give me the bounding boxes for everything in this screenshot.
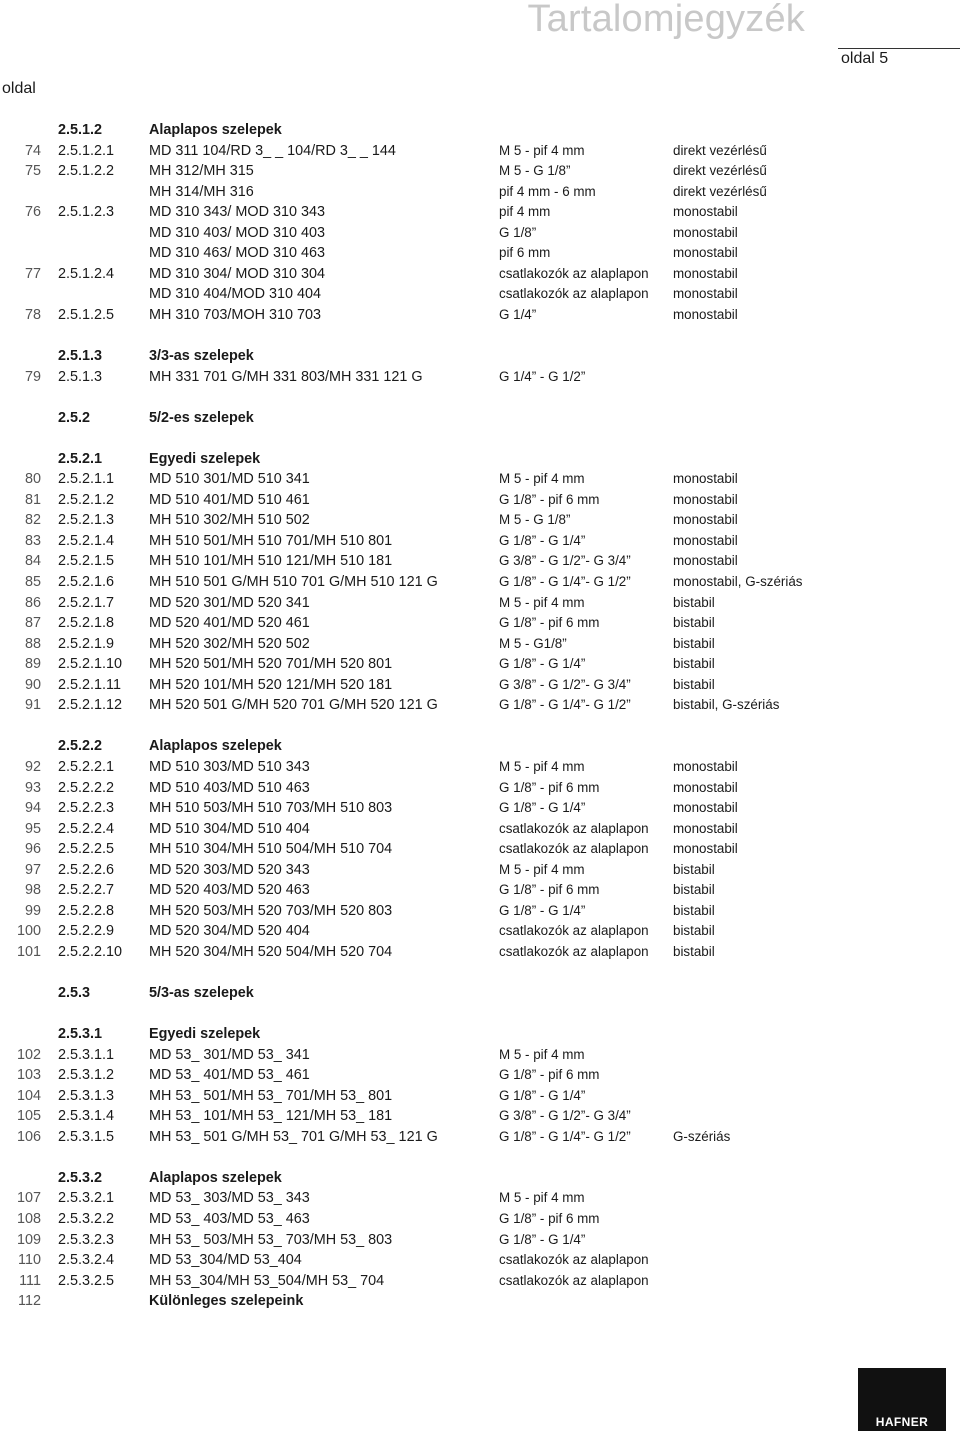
toc-type: monostabil: [673, 245, 738, 261]
toc-section-heading: [0, 408, 960, 429]
toc-description: MD 53_304/MD 53_404: [149, 1252, 302, 1269]
toc-type: monostabil: [673, 306, 738, 322]
toc-entry: [0, 161, 960, 182]
toc-page-number: 91: [24, 697, 41, 714]
toc-section-number: 2.5.1.3: [58, 368, 103, 385]
toc-entry: [0, 1230, 960, 1251]
toc-section-number: 2.5.1.2: [58, 122, 103, 138]
toc-description: MH 314/MH 316: [149, 183, 254, 200]
toc-description: MD 510 401/MD 510 461: [149, 491, 310, 508]
toc-type: bistabil: [673, 861, 715, 877]
toc-connection: M 5 - G 1/8”: [499, 512, 571, 528]
toc-section-number: 2.5.1.2.5: [58, 306, 115, 323]
toc-connection: M 5 - G 1/8”: [499, 163, 571, 179]
toc-type: bistabil: [673, 923, 715, 939]
toc-section-number: 2.5.2.2.7: [58, 882, 115, 899]
toc-entry: [0, 367, 960, 388]
toc-section-number: 2.5.2.2.4: [58, 820, 115, 837]
toc-section-heading: [0, 120, 960, 141]
toc-description: MD 53_ 303/MD 53_ 343: [149, 1190, 310, 1207]
toc-connection: G 1/8” - pif 6 mm: [499, 615, 600, 631]
toc-section-number: 2.5.2.1.9: [58, 635, 115, 652]
toc-page-number: 83: [24, 532, 41, 549]
toc-type: direkt vezérlésű: [673, 163, 767, 179]
toc-section-number: 2.5.2.2: [58, 738, 103, 755]
toc-page-number: 102: [16, 1046, 41, 1063]
toc-connection: G 3/8” - G 1/2”- G 3/4”: [499, 553, 631, 569]
toc-page-number: 85: [24, 574, 41, 591]
toc-connection: G 1/4” - G 1/2”: [499, 368, 586, 384]
toc-entry: [0, 593, 960, 614]
toc-description: MD 53_ 301/MD 53_ 341: [149, 1046, 310, 1063]
toc-description: MH 510 501 G/MH 510 701 G/MH 510 121 G: [149, 574, 438, 591]
toc-section-number: 2.5.2.1.7: [58, 594, 115, 611]
toc-connection: G 1/8” - G 1/4”- G 1/2”: [499, 697, 631, 713]
toc-entry: [0, 531, 960, 552]
toc-section-number: 2.5.2.1.10: [58, 656, 123, 673]
toc-page-number: 87: [24, 615, 41, 632]
toc-type: monostabil: [673, 471, 738, 487]
toc-connection: M 5 - pif 4 mm: [499, 594, 585, 610]
header-rule: [838, 48, 960, 49]
toc-type: monostabil: [673, 204, 738, 220]
toc-section-number: 2.5.3.1: [58, 1026, 103, 1043]
toc-entry: [0, 654, 960, 675]
toc-description: MH 310 703/MOH 310 703: [149, 306, 321, 323]
toc-connection: G 3/8” - G 1/2”- G 3/4”: [499, 1108, 631, 1124]
toc-description: MD 311 104/RD 3_ _ 104/RD 3_ _ 144: [149, 142, 396, 159]
toc-page-number: 109: [16, 1231, 41, 1248]
toc-connection: G 1/8” - pif 6 mm: [499, 1067, 600, 1083]
toc-description: MD 310 404/MOD 310 404: [149, 286, 321, 303]
toc-entry: [0, 264, 960, 285]
toc-entry: [0, 1106, 960, 1127]
toc-connection: G 1/8” - G 1/4”: [499, 532, 586, 548]
toc-section-number: 2.5.2.2.1: [58, 758, 115, 775]
toc-page-number: 98: [24, 882, 41, 899]
toc-entry: [0, 921, 960, 942]
toc-section-number: 2.5.2.1.6: [58, 574, 115, 591]
toc-connection: pif 4 mm: [499, 204, 551, 220]
toc-page-number: 111: [19, 1272, 41, 1289]
toc-connection: pif 4 mm - 6 mm: [499, 183, 596, 199]
toc-description: Különleges szelepeink: [149, 1293, 304, 1310]
toc-section-number: 2.5.2.1.3: [58, 512, 115, 529]
toc-type: monostabil: [673, 286, 738, 302]
toc-description: Egyedi szelepek: [149, 450, 261, 467]
toc-connection: M 5 - pif 4 mm: [499, 861, 585, 877]
toc-page-number: 90: [24, 676, 41, 693]
toc-connection: G 1/8” - G 1/4”: [499, 656, 586, 672]
toc-description: MD 520 304/MD 520 404: [149, 923, 310, 940]
toc-page-number: 82: [24, 512, 41, 529]
toc-section-number: 2.5.2.1.5: [58, 553, 115, 570]
hafner-logo: [858, 1368, 946, 1431]
toc-connection: G 1/8” - pif 6 mm: [499, 491, 600, 507]
toc-connection: csatlakozók az alaplapon: [499, 1272, 649, 1288]
toc-description: Alaplapos szelepek: [149, 1169, 282, 1186]
toc-page-number: 99: [24, 902, 41, 919]
toc-page-number: 107: [16, 1190, 41, 1207]
toc-description: MD 53_ 401/MD 53_ 461: [149, 1067, 310, 1084]
toc-type: bistabil: [673, 635, 715, 651]
toc-page-number: 93: [24, 779, 41, 796]
toc-entry: [0, 551, 960, 572]
toc-section-number: 2.5.2.2.2: [58, 779, 115, 796]
toc-type: G-szériás: [673, 1128, 731, 1144]
toc-description: MH 53_ 101/MH 53_ 121/MH 53_ 181: [149, 1108, 393, 1125]
toc-section-number: 2.5.1.2.1: [58, 142, 115, 159]
toc-entry: [0, 1271, 960, 1292]
toc-section-number: 2.5.2.1.11: [58, 676, 121, 693]
toc-entry: [0, 1209, 960, 1230]
toc-section-number: 2.5.1.2.2: [58, 163, 115, 180]
toc-type: monostabil: [673, 512, 738, 528]
toc-entry: [0, 839, 960, 860]
page-number-label: oldal 5: [841, 50, 889, 67]
toc-section-number: 2.5.3.2.1: [58, 1190, 115, 1207]
toc-type: monostabil: [673, 224, 738, 240]
toc-page-number: 84: [24, 553, 41, 570]
toc-connection: csatlakozók az alaplapon: [499, 286, 649, 302]
toc-entry: [0, 141, 960, 162]
toc-entry: [0, 202, 960, 223]
toc-spacer: [0, 325, 960, 346]
toc-description: 5/3-as szelepek: [149, 984, 254, 1001]
toc-entry: [0, 223, 960, 244]
toc-page-number: 89: [24, 656, 41, 673]
toc-description: MD 53_ 403/MD 53_ 463: [149, 1210, 310, 1227]
toc-description: MH 53_304/MH 53_504/MH 53_ 704: [149, 1272, 385, 1289]
toc-page-number: 110: [18, 1252, 41, 1269]
toc-description: MH 53_ 503/MH 53_ 703/MH 53_ 803: [149, 1231, 393, 1248]
toc-page-number: 80: [24, 471, 41, 488]
toc-spacer: [0, 716, 960, 737]
toc-page-number: 81: [24, 491, 41, 508]
toc-entry: [0, 243, 960, 264]
toc-page-number: 79: [24, 368, 41, 385]
toc-type: monostabil, G-szériás: [673, 574, 803, 590]
toc-section-number: 2.5.2.2.10: [58, 943, 123, 960]
toc-description: MH 520 503/MH 520 703/MH 520 803: [149, 902, 393, 919]
toc-entry: [0, 182, 960, 203]
toc-description: MH 520 101/MH 520 121/MH 520 181: [149, 676, 393, 693]
toc-section-heading: [0, 983, 960, 1004]
toc-page-number: 95: [24, 820, 41, 837]
toc-section-heading: [0, 1168, 960, 1189]
toc-connection: M 5 - pif 4 mm: [499, 1190, 585, 1206]
toc-entry: [0, 778, 960, 799]
toc-connection: M 5 - pif 4 mm: [499, 471, 585, 487]
logo-text: HAFNER: [875, 1415, 929, 1429]
toc-page-number: 100: [16, 923, 41, 940]
table-of-contents: [0, 120, 960, 1312]
toc-type: bistabil: [673, 656, 715, 672]
toc-section-number: 2.5.3.2.2: [58, 1210, 115, 1227]
toc-page-number: 76: [24, 204, 41, 221]
toc-type: monostabil: [673, 265, 738, 281]
toc-type: direkt vezérlésű: [673, 183, 767, 199]
toc-entry: [0, 1065, 960, 1086]
toc-section-heading: [0, 1024, 960, 1045]
toc-page-number: 101: [16, 943, 41, 960]
toc-type: monostabil: [673, 491, 738, 507]
toc-section-number: 2.5.3: [58, 984, 91, 1001]
toc-entry: [0, 1127, 960, 1148]
toc-connection: G 1/8” - G 1/4”: [499, 800, 586, 816]
toc-type: monostabil: [673, 841, 738, 857]
toc-description: MH 53_ 501 G/MH 53_ 701 G/MH 53_ 121 G: [149, 1128, 438, 1145]
toc-description: MH 312/MH 315: [149, 163, 254, 180]
toc-connection: csatlakozók az alaplapon: [499, 923, 649, 939]
toc-type: monostabil: [673, 553, 738, 569]
toc-entry: [0, 510, 960, 531]
toc-section-number: 2.5.1.2.4: [58, 265, 115, 282]
toc-entry: [0, 901, 960, 922]
toc-spacer: [0, 962, 960, 983]
toc-connection: pif 6 mm: [499, 245, 551, 261]
toc-description: MH 510 304/MH 510 504/MH 510 704: [149, 841, 393, 858]
toc-connection: G 3/8” - G 1/2”- G 3/4”: [499, 676, 631, 692]
toc-section-heading: [0, 736, 960, 757]
toc-description: MD 510 304/MD 510 404: [149, 820, 310, 837]
toc-section-number: 2.5.3.1.2: [58, 1067, 115, 1084]
page-column-label: oldal: [2, 80, 36, 97]
toc-section-number: 2.5.2.2.5: [58, 841, 115, 858]
toc-page-number: 97: [24, 861, 41, 878]
toc-connection: G 1/8” - G 1/4”: [499, 1231, 586, 1247]
toc-type: monostabil: [673, 758, 738, 774]
toc-type: bistabil: [673, 676, 715, 692]
toc-description: Egyedi szelepek: [149, 1026, 261, 1043]
toc-section-number: 2.5.2.2.3: [58, 800, 115, 817]
toc-section-number: 2.5.2.1.2: [58, 491, 115, 508]
toc-connection: csatlakozók az alaplapon: [499, 265, 649, 281]
toc-spacer: [0, 428, 960, 449]
toc-entry: [0, 1045, 960, 1066]
toc-page-number: 86: [24, 594, 41, 611]
toc-entry: [0, 1188, 960, 1209]
toc-section-heading: [0, 449, 960, 470]
toc-type: monostabil: [673, 779, 738, 795]
toc-section-number: 2.5.2.1.8: [58, 615, 115, 632]
toc-connection: M 5 - pif 4 mm: [499, 1046, 585, 1062]
toc-entry: [0, 695, 960, 716]
toc-connection: G 1/8” - pif 6 mm: [499, 882, 600, 898]
toc-connection: M 5 - pif 4 mm: [499, 758, 585, 774]
toc-description: MH 520 501/MH 520 701/MH 520 801: [149, 656, 393, 673]
toc-type: bistabil: [673, 882, 715, 898]
toc-entry: [0, 305, 960, 326]
toc-section-number: 2.5.3.1.5: [58, 1128, 115, 1145]
toc-type: bistabil: [673, 594, 715, 610]
toc-description: MH 510 503/MH 510 703/MH 510 803: [149, 800, 393, 817]
toc-description: MH 520 302/MH 520 502: [149, 635, 310, 652]
toc-type: monostabil: [673, 820, 738, 836]
toc-connection: M 5 - pif 4 mm: [499, 142, 585, 158]
toc-page-number: 105: [16, 1108, 41, 1125]
toc-description: MD 310 343/ MOD 310 343: [149, 204, 325, 221]
toc-page-number: 74: [24, 142, 41, 159]
toc-connection: G 1/8” - G 1/4”- G 1/2”: [499, 1128, 631, 1144]
toc-description: MD 310 304/ MOD 310 304: [149, 265, 325, 282]
toc-section-number: 2.5.3.2: [58, 1169, 103, 1186]
toc-section-number: 2.5.2.1: [58, 450, 103, 467]
toc-entry: [0, 284, 960, 305]
toc-page-number: 88: [24, 635, 41, 652]
toc-connection: G 1/8” - G 1/4”: [499, 902, 586, 918]
toc-entry: [0, 490, 960, 511]
toc-section-number: 2.5.2: [58, 409, 91, 426]
toc-section-number: 2.5.2.1.12: [58, 697, 123, 714]
toc-connection: M 5 - G1/8”: [499, 635, 567, 651]
toc-page-number: 106: [16, 1128, 41, 1145]
toc-entry: [0, 798, 960, 819]
toc-description: MD 510 303/MD 510 343: [149, 758, 310, 775]
toc-entry: [0, 634, 960, 655]
toc-section-number: 2.5.3.2.5: [58, 1272, 115, 1289]
toc-description: 5/2-es szelepek: [149, 409, 254, 426]
toc-section-number: 2.5.3.1.3: [58, 1087, 115, 1104]
toc-section-number: 2.5.2.2.8: [58, 902, 115, 919]
toc-description: MD 310 403/ MOD 310 403: [149, 224, 325, 241]
toc-description: MH 510 501/MH 510 701/MH 510 801: [149, 532, 393, 549]
toc-type: bistabil: [673, 902, 715, 918]
toc-entry: [0, 675, 960, 696]
toc-description: MD 520 401/MD 520 461: [149, 615, 310, 632]
toc-entry: [0, 1086, 960, 1107]
toc-description: MD 310 463/ MOD 310 463: [149, 245, 325, 262]
toc-type: direkt vezérlésű: [673, 142, 767, 158]
toc-section-number: 2.5.1.2.3: [58, 204, 115, 221]
toc-entry: [0, 469, 960, 490]
toc-section-number: 2.5.3.1.4: [58, 1108, 115, 1125]
toc-connection: G 1/8” - G 1/4”- G 1/2”: [499, 574, 631, 590]
toc-section-number: 2.5.3.2.3: [58, 1231, 115, 1248]
toc-section-number: 2.5.3.2.4: [58, 1252, 115, 1269]
toc-page-number: 108: [16, 1210, 41, 1227]
toc-entry: [0, 613, 960, 634]
toc-connection: csatlakozók az alaplapon: [499, 943, 649, 959]
toc-page-number: 103: [16, 1067, 41, 1084]
toc-section-number: 2.5.2.1.4: [58, 532, 115, 549]
toc-connection: G 1/4”: [499, 306, 537, 322]
toc-description: MH 331 701 G/MH 331 803/MH 331 121 G: [149, 368, 423, 385]
toc-description: MH 510 302/MH 510 502: [149, 512, 310, 529]
toc-entry: [0, 819, 960, 840]
page-title: Tartalomjegyzék: [527, 0, 805, 40]
toc-connection: csatlakozók az alaplapon: [499, 820, 649, 836]
toc-section-heading: [0, 1291, 960, 1312]
toc-page-number: 78: [24, 306, 41, 323]
toc-description: MD 510 301/MD 510 341: [149, 471, 310, 488]
toc-description: Alaplapos szelepek: [149, 738, 282, 755]
toc-spacer: [0, 1147, 960, 1168]
toc-section-number: 2.5.3.1.1: [58, 1046, 115, 1063]
toc-page-number: 96: [24, 841, 41, 858]
toc-description: MD 520 301/MD 520 341: [149, 594, 310, 611]
toc-entry: [0, 880, 960, 901]
toc-description: MH 520 501 G/MH 520 701 G/MH 520 121 G: [149, 697, 438, 714]
toc-spacer: [0, 387, 960, 408]
toc-entry: [0, 942, 960, 963]
toc-spacer: [0, 1004, 960, 1025]
toc-description: Alaplapos szelepek: [149, 122, 282, 138]
toc-connection: G 1/8” - pif 6 mm: [499, 1210, 600, 1226]
toc-section-number: 2.5.1.3: [58, 348, 103, 365]
toc-section-heading: [0, 346, 960, 367]
toc-type: bistabil, G-szériás: [673, 697, 780, 713]
toc-connection: G 1/8” - G 1/4”: [499, 1087, 586, 1103]
toc-page-number: 112: [18, 1293, 41, 1310]
toc-description: MH 510 101/MH 510 121/MH 510 181: [149, 553, 393, 570]
toc-connection: csatlakozók az alaplapon: [499, 1252, 649, 1268]
toc-description: MD 510 403/MD 510 463: [149, 779, 310, 796]
toc-page-number: 104: [16, 1087, 41, 1104]
toc-page-number: 92: [24, 758, 41, 775]
toc-description: 3/3-as szelepek: [149, 348, 254, 365]
toc-description: MH 520 304/MH 520 504/MH 520 704: [149, 943, 393, 960]
toc-section-number: 2.5.2.2.6: [58, 861, 115, 878]
toc-section-number: 2.5.2.2.9: [58, 923, 115, 940]
toc-entry: [0, 757, 960, 778]
toc-section-number: 2.5.2.1.1: [58, 471, 115, 488]
toc-entry: [0, 572, 960, 593]
toc-type: bistabil: [673, 943, 715, 959]
toc-type: bistabil: [673, 615, 715, 631]
toc-entry: [0, 860, 960, 881]
toc-description: MH 53_ 501/MH 53_ 701/MH 53_ 801: [149, 1087, 393, 1104]
toc-description: MD 520 403/MD 520 463: [149, 882, 310, 899]
toc-connection: csatlakozók az alaplapon: [499, 841, 649, 857]
toc-page-number: 75: [24, 163, 41, 180]
toc-connection: G 1/8” - pif 6 mm: [499, 779, 600, 795]
toc-page-number: 77: [24, 265, 41, 282]
toc-entry: [0, 1250, 960, 1271]
toc-type: monostabil: [673, 800, 738, 816]
toc-type: monostabil: [673, 532, 738, 548]
toc-description: MD 520 303/MD 520 343: [149, 861, 310, 878]
toc-page-number: 94: [24, 800, 41, 817]
toc-connection: G 1/8”: [499, 224, 537, 240]
